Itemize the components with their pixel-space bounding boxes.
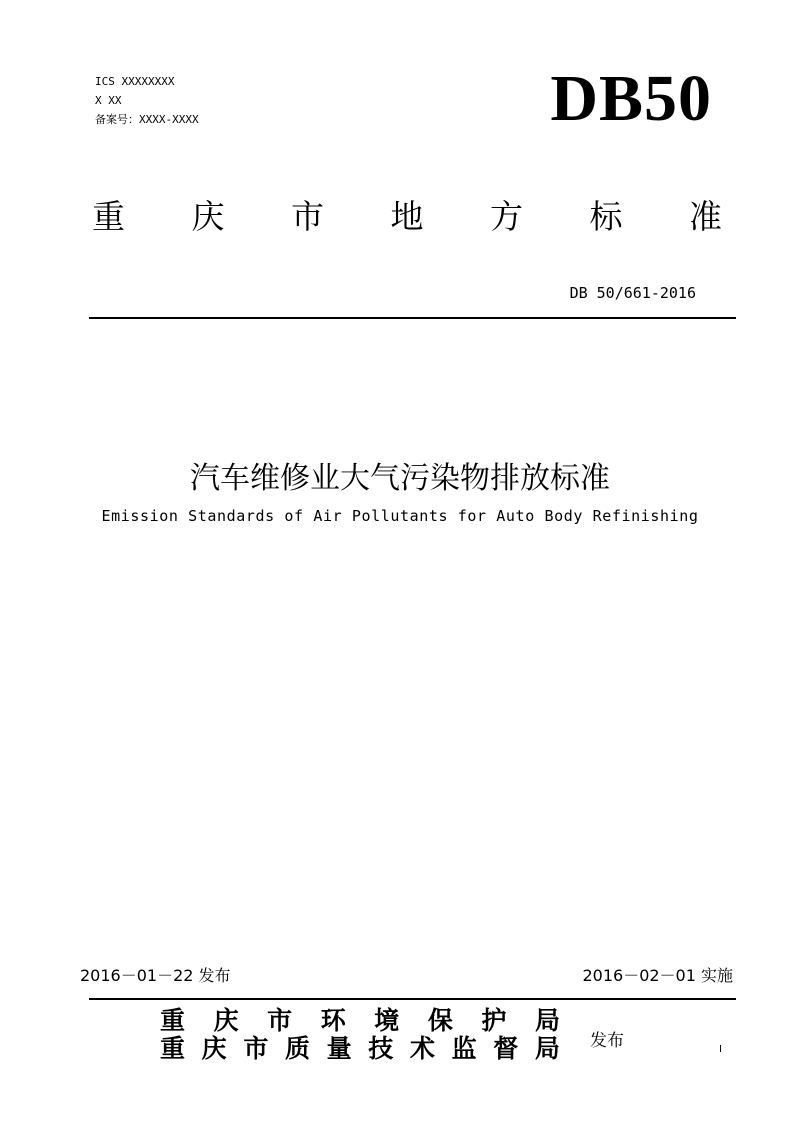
- issuer-char: 市: [243, 1034, 269, 1063]
- issuer-char: 保: [427, 1006, 453, 1035]
- publish-label: 发布: [590, 1031, 624, 1051]
- issuer-char: 重: [160, 1006, 186, 1035]
- issuer-char: 技: [368, 1034, 394, 1063]
- issuer-char: 局: [534, 1034, 560, 1063]
- issuer-char: 庆: [201, 1034, 227, 1063]
- standard-number: DB 50/661-2016: [569, 284, 696, 302]
- standard-type-char: 重: [92, 197, 125, 236]
- issuer-char: 护: [481, 1006, 507, 1035]
- top-divider: [89, 317, 736, 319]
- title-english: Emission Standards of Air Pollutants for Auto Body Refinishing: [101, 507, 699, 525]
- issuer-char: 术: [409, 1034, 435, 1063]
- standard-type-char: 市: [291, 197, 324, 236]
- issuer-char: 境: [374, 1006, 400, 1035]
- issuer-char: 重: [160, 1034, 186, 1063]
- issuer-environmental-bureau: [160, 1008, 560, 1033]
- issuer-char: 局: [534, 1006, 560, 1035]
- standard-logo: DB50: [550, 62, 712, 135]
- classification-code: X XX: [95, 94, 122, 107]
- issue-date: 2016－01－22 发布: [80, 966, 231, 985]
- implementation-date: 2016－02－01 实施: [582, 966, 733, 985]
- bottom-divider: [89, 998, 736, 1000]
- title-chinese: 汽车维修业大气污染物排放标准: [190, 461, 610, 496]
- issuer-char: 环: [320, 1006, 346, 1035]
- standard-type-char: 庆: [191, 197, 225, 236]
- standard-type-char: 方: [490, 197, 523, 236]
- document-metadata: [95, 72, 199, 129]
- issuer-quality-bureau: [160, 1036, 560, 1061]
- issuer-char: 庆: [213, 1006, 239, 1035]
- issuer-char: 督: [493, 1034, 519, 1063]
- standard-type-char: 准: [689, 197, 722, 236]
- standard-type-heading: [92, 197, 722, 236]
- record-number: 备案号：XXXX-XXXX: [95, 113, 199, 126]
- issuer-char: 质: [284, 1034, 310, 1063]
- issuer-char: 市: [267, 1006, 293, 1035]
- issuer-char: 监: [451, 1034, 477, 1063]
- standard-type-char: 标: [589, 197, 623, 236]
- page-number: I: [719, 1044, 722, 1055]
- standard-type-char: 地: [390, 197, 424, 236]
- issuer-char: 量: [326, 1034, 352, 1063]
- ics-code: ICS XXXXXXXX: [95, 75, 175, 88]
